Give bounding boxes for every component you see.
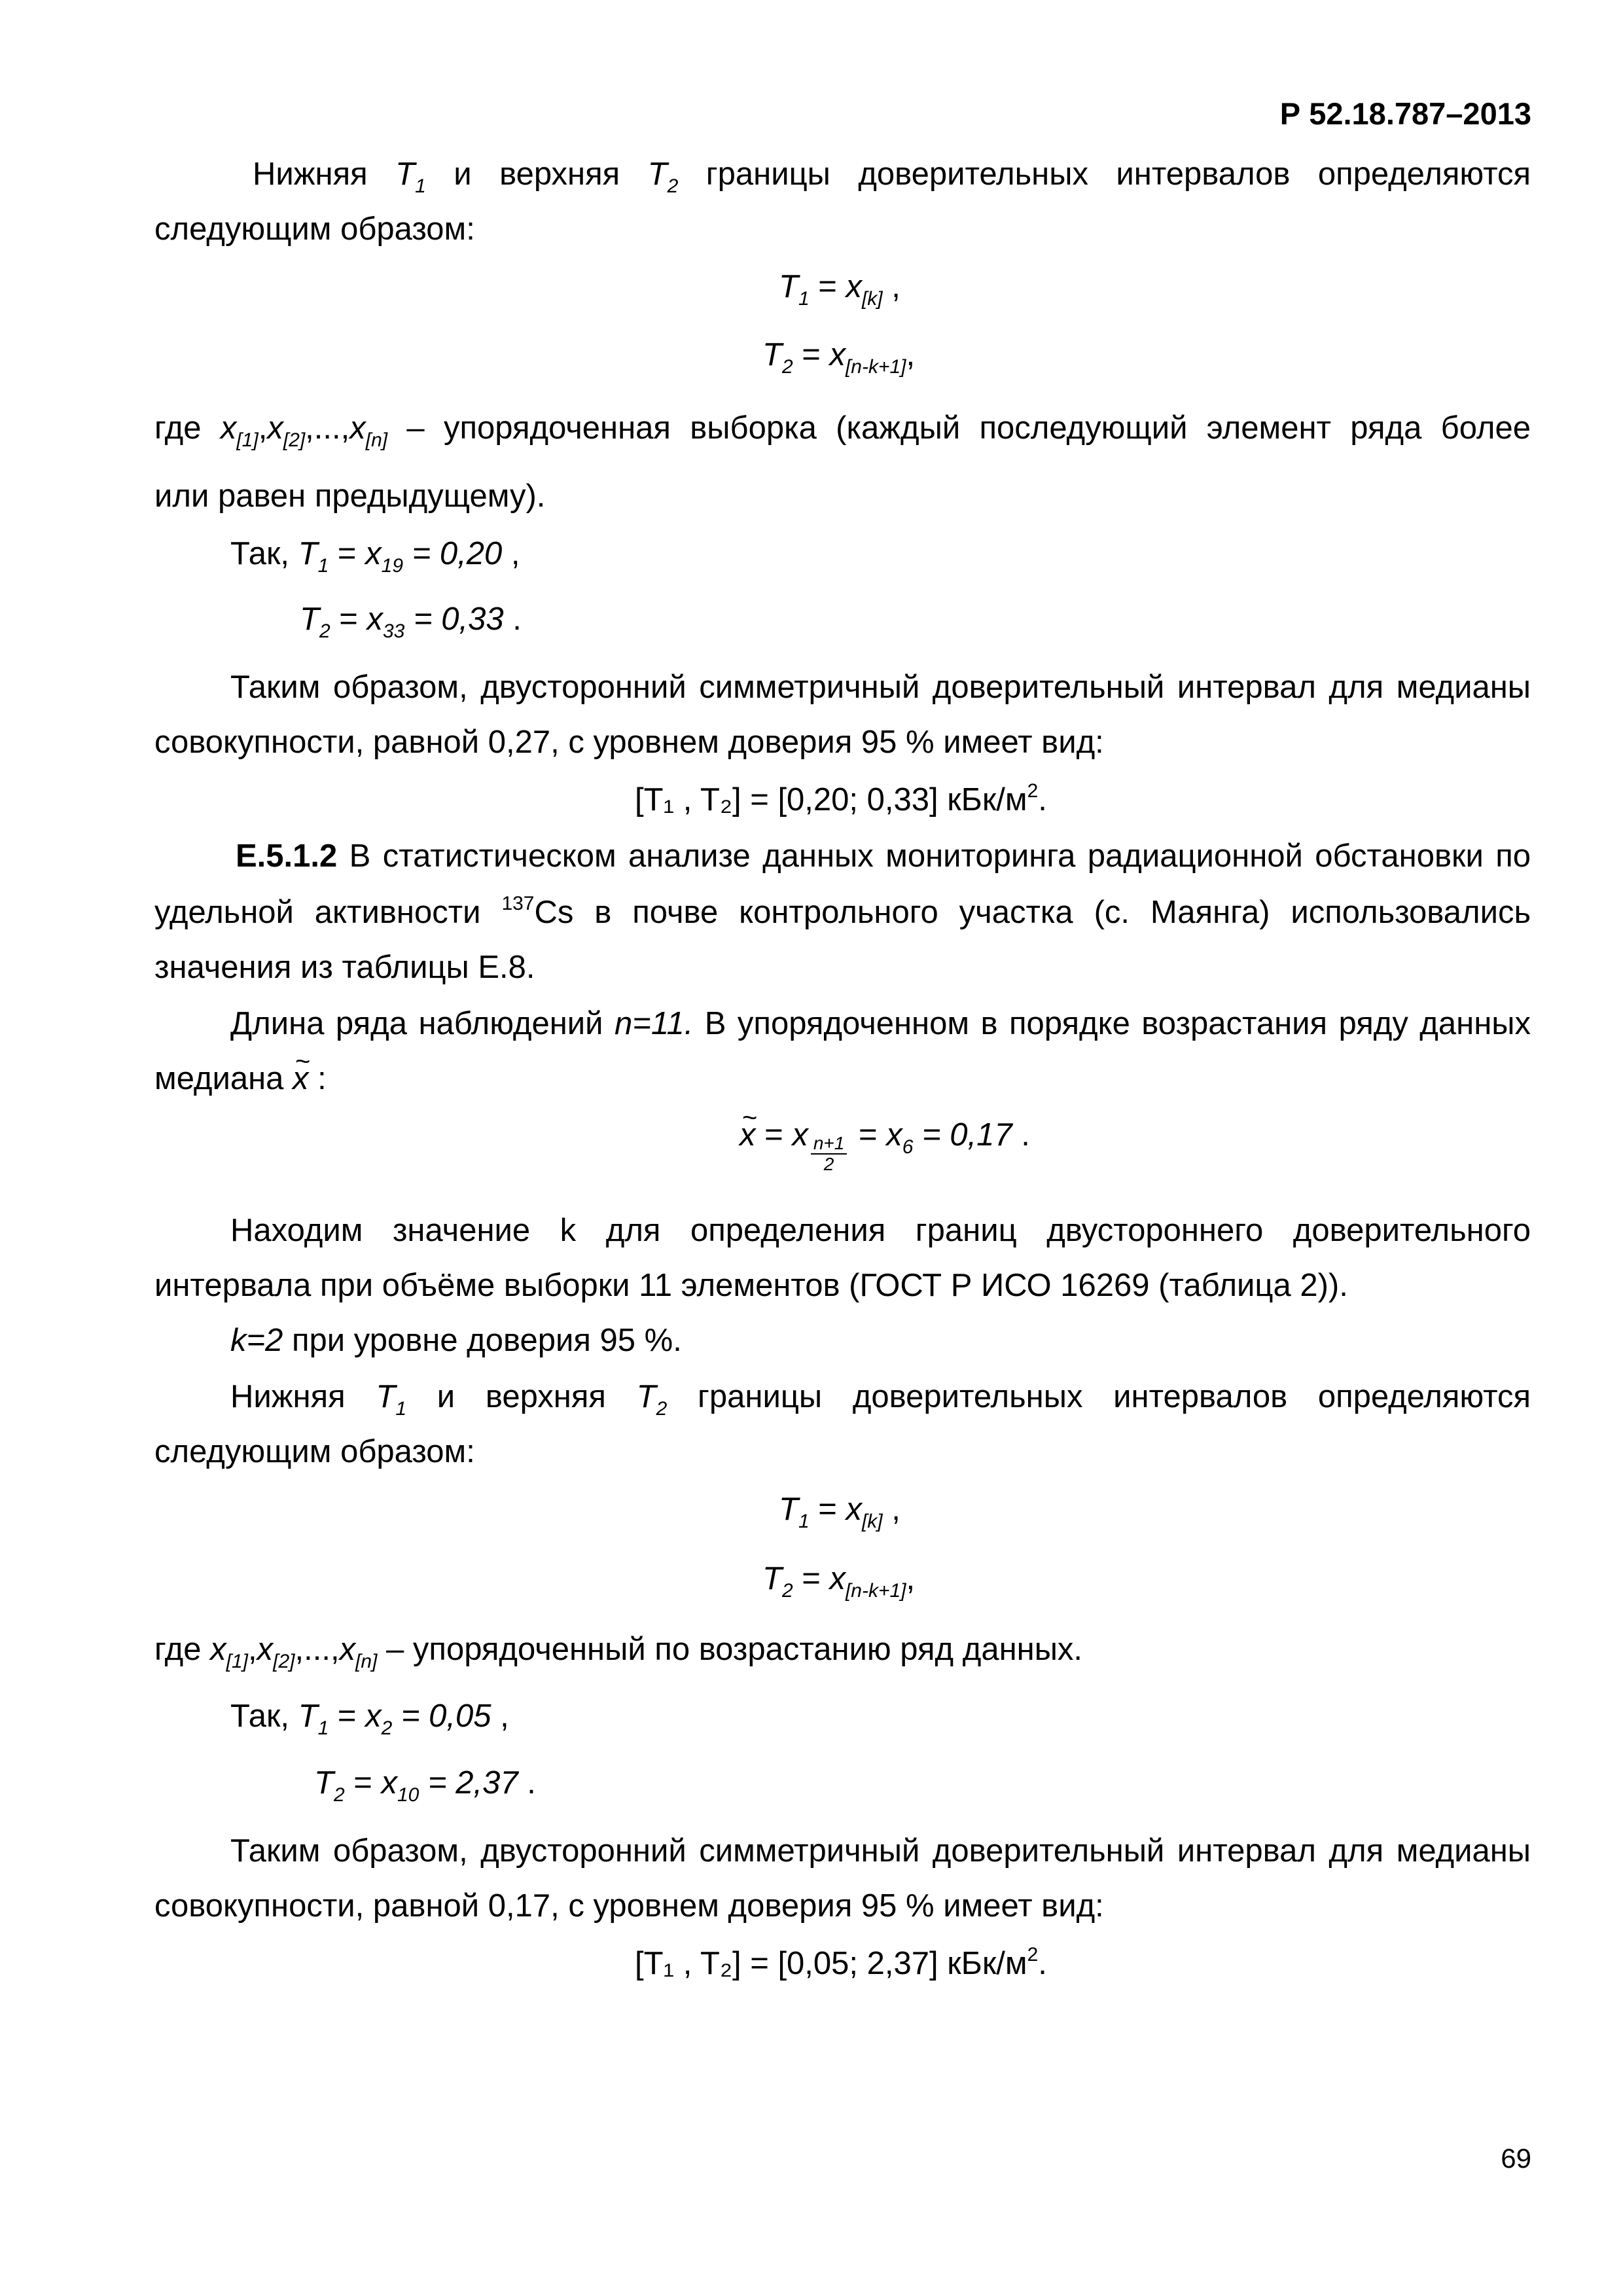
para-find-k-line2: интервала при объёме выборки 11 элементов (ГОСТ Р ИСО 16269 (таблица 2)). xyxy=(154,1268,1348,1303)
formula-t2: $T_2 = x_{[n-k+1]}$, xyxy=(762,337,916,378)
para-bounds-intro: Нижняя $T_1$ и верхняя $T_2$ границы доверительных интервалов определяются xyxy=(253,156,1531,197)
para-k-value: k=2 при уровне доверия 95 %. xyxy=(230,1323,682,1358)
para-median-label: медиана ~ x : xyxy=(154,1059,327,1098)
para-e512: Е.5.1.2 В статистическом анализе данных мониторинга радиационной обстановки по xyxy=(236,838,1531,874)
para-e512-line3: значения из таблицы Е.8. xyxy=(154,950,535,985)
para-conclusion-2: Таким образом, двусторонний симметричный доверительный интервал для медианы xyxy=(230,1833,1531,1869)
formula-t1-value-2: Так, $T_1 = x_2 = 0,05$ , xyxy=(230,1698,509,1739)
para-e512-line2: удельной активности $^{137}$Cs в почве контрольного участка (с. Маянга) использовались xyxy=(154,893,1531,930)
para-conclusion-2-line2: совокупности, равной 0,17, с уровнем доверия 95 % имеет вид: xyxy=(154,1888,1104,1924)
para-where-line2: или равен предыдущему). xyxy=(154,478,546,514)
para-where-ordered: где $x_{[1]},x_{[2]},...,x_{[n]}$ – упорядоченная выборка (каждый последующий элемент ряда более xyxy=(154,410,1531,451)
result-interval-2: [T₁ , T₂] = [0,05; 2,37] кБк/$м^2$. xyxy=(635,1944,1047,1981)
para-bounds-intro-2: Нижняя $T_1$ и верхняя $T_2$ границы доверительных интервалов определяются xyxy=(230,1379,1531,1420)
para-bounds-intro-line2: следующим образом: xyxy=(154,211,475,247)
formula-median: ~ x = x $\frac{n+1}{2}$ = $x_6 = 0,17$ . xyxy=(740,1115,1030,1174)
para-where-ordered-2: где $x_{[1]},x_{[2]},...,x_{[n]}$ – упорядоченный по возрастанию ряд данных. xyxy=(154,1632,1083,1672)
formula-t1: $T_1 = x_{[k]}$ , xyxy=(779,269,901,310)
para-conclusion-1-line2: совокупности, равной 0,27, с уровнем доверия 95 % имеет вид: xyxy=(154,725,1104,760)
section-number: Е.5.1.2 xyxy=(236,838,338,874)
formula-t2-value: $T_2 = x_{33} = 0,33$ . xyxy=(300,601,522,642)
para-series-length: Длина ряда наблюдений n=11. В упорядоченном в порядке возрастания ряду данных xyxy=(230,1006,1531,1041)
para-conclusion-1: Таким образом, двусторонний симметричный доверительный интервал для медианы xyxy=(230,670,1531,705)
document-number: Р 52.18.787–2013 xyxy=(1279,96,1531,131)
para-find-k: Находим значение k для определения границ двустороннего доверительного xyxy=(230,1213,1531,1248)
formula-t1-value: Так, $T_1 = x_{19} = 0,20$ , xyxy=(230,536,520,577)
formula-t2-2: $T_2 = x_{[n-k+1]}$, xyxy=(762,1561,916,1602)
result-interval-1: [T₁ , T₂] = [0,20; 0,33] кБк/$м^2$. xyxy=(635,780,1047,817)
formula-t2-value-2: $T_2 = x_{10} = 2,37$ . xyxy=(314,1765,536,1806)
page-number: 69 xyxy=(1501,2143,1531,2174)
para-bounds-intro-2-line2: следующим образом: xyxy=(154,1434,475,1469)
formula-t1-2: $T_1 = x_{[k]}$ , xyxy=(779,1492,901,1532)
